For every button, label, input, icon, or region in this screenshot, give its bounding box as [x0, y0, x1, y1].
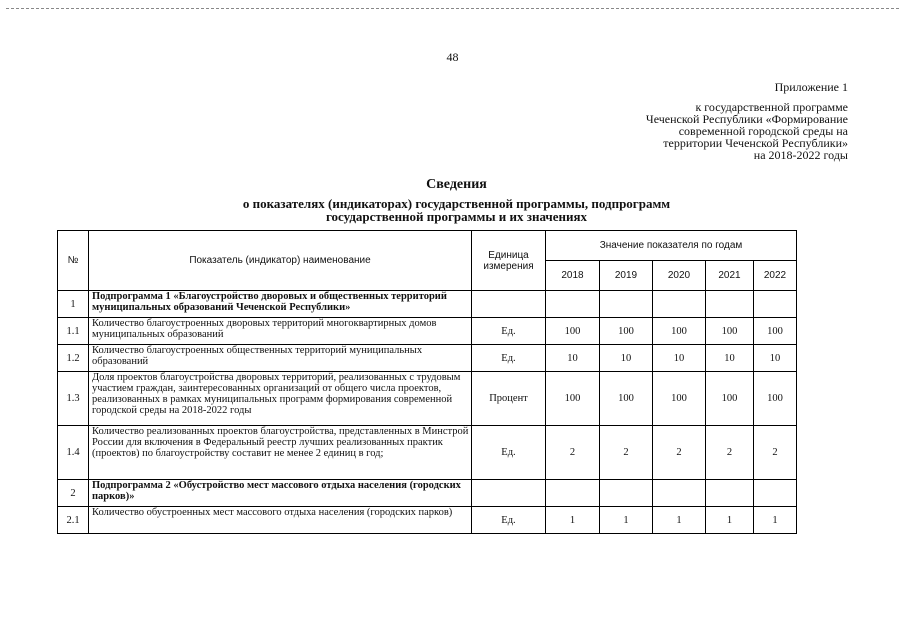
row-indicator: Доля проектов благоустройства дворовых территорий, реализованных с трудовым участием граждан, заинтересованных организаций от общего числа проектов, реализованных в рамках муниципальных программ формирования современной городской среды на 2018-2022 годы — [89, 372, 472, 426]
row-unit: Процент — [472, 372, 546, 426]
indicators-table — [57, 230, 797, 534]
row-value: 100 — [754, 372, 797, 426]
row-indicator: Количество благоустроенных общественных территорий муниципальных образований — [89, 345, 472, 372]
header-unit-line: измерения — [483, 260, 534, 272]
row-value: 1 — [546, 507, 600, 534]
row-value: 2 — [754, 426, 797, 480]
page-number: 48 — [446, 50, 459, 64]
row-value: 1 — [754, 507, 797, 534]
row-value: 2 — [653, 426, 706, 480]
row-value — [546, 291, 600, 318]
row-value: 10 — [706, 345, 754, 372]
row-indicator: Количество реализованных проектов благоустройства, представленных в Минстрой России для включения в Федеральный реестр лучших реализованных практик (проектов) по благоустройству составит не менее 2 единиц в год; — [89, 426, 472, 480]
subtitle-line: о показателях (индикаторах) государственной программы, подпрограмм — [242, 196, 671, 211]
row-value: 2 — [706, 426, 754, 480]
row-value: 10 — [754, 345, 797, 372]
row-unit: Ед. — [472, 426, 546, 480]
table-row — [58, 507, 797, 534]
appendix-line: Чеченской Республики «Формирование — [645, 112, 848, 126]
row-value — [600, 291, 653, 318]
row-value: 100 — [600, 372, 653, 426]
row-indicator: Количество благоустроенных дворовых территорий многоквартирных домов муниципальных образований — [89, 318, 472, 345]
appendix-line: к государственной программе — [695, 100, 848, 114]
row-value: 100 — [706, 318, 754, 345]
row-value: 1 — [706, 507, 754, 534]
header-year: 2021 — [706, 261, 754, 291]
row-value: 10 — [546, 345, 600, 372]
row-indicator: Подпрограмма 1 «Благоустройство дворовых и общественных территорий муниципальных образований Чеченской Республики» — [89, 291, 472, 318]
row-value: 2 — [600, 426, 653, 480]
row-number: 1 — [58, 291, 89, 318]
row-value: 10 — [653, 345, 706, 372]
table-row — [58, 345, 797, 372]
row-number: 1.2 — [58, 345, 89, 372]
row-value: 10 — [600, 345, 653, 372]
row-value — [600, 480, 653, 507]
table-row — [58, 372, 797, 426]
row-unit: Ед. — [472, 507, 546, 534]
header-unit — [472, 231, 546, 291]
row-value: 100 — [653, 318, 706, 345]
appendix-note — [646, 101, 848, 161]
scan-top-edge — [6, 8, 899, 9]
row-indicator: Количество обустроенных мест массового отдыха населения (городских парков) — [89, 507, 472, 534]
table-row — [58, 318, 797, 345]
subtitle-line: государственной программы и их значениях — [325, 209, 588, 224]
row-value: 100 — [600, 318, 653, 345]
row-value — [706, 480, 754, 507]
row-unit: Ед. — [472, 318, 546, 345]
header-year: 2022 — [754, 261, 797, 291]
appendix-title: Приложение 1 — [774, 80, 848, 94]
row-indicator: Подпрограмма 2 «Обустройство мест массового отдыха населения (городских парков)» — [89, 480, 472, 507]
row-value — [706, 291, 754, 318]
row-number: 1.3 — [58, 372, 89, 426]
row-number: 2.1 — [58, 507, 89, 534]
table-row — [58, 480, 797, 507]
row-value: 100 — [546, 372, 600, 426]
row-value: 100 — [653, 372, 706, 426]
row-value: 100 — [546, 318, 600, 345]
header-year: 2020 — [653, 261, 706, 291]
header-year: 2018 — [546, 261, 600, 291]
header-values: Значение показателя по годам — [546, 231, 797, 261]
row-value: 2 — [546, 426, 600, 480]
row-unit — [472, 291, 546, 318]
row-unit: Ед. — [472, 345, 546, 372]
row-value — [546, 480, 600, 507]
row-value: 1 — [653, 507, 706, 534]
table-row — [58, 426, 797, 480]
row-value — [653, 480, 706, 507]
row-value — [754, 480, 797, 507]
row-unit — [472, 480, 546, 507]
row-number: 2 — [58, 480, 89, 507]
table-row — [58, 291, 797, 318]
row-number: 1.4 — [58, 426, 89, 480]
appendix-line: современной городской среды на — [678, 124, 848, 138]
header-indicator: Показатель (индикатор) наименование — [89, 231, 472, 291]
row-number: 1.1 — [58, 318, 89, 345]
document-title: Сведения — [426, 177, 487, 192]
appendix-line: территории Чеченской Республики» — [663, 136, 848, 150]
row-value — [754, 291, 797, 318]
row-value: 100 — [706, 372, 754, 426]
header-year: 2019 — [600, 261, 653, 291]
document-subtitle — [0, 197, 905, 223]
row-value: 100 — [754, 318, 797, 345]
row-value: 1 — [600, 507, 653, 534]
row-value — [653, 291, 706, 318]
appendix-line: на 2018-2022 годы — [753, 148, 848, 162]
header-unit-line: Единица — [488, 249, 529, 261]
header-no: № — [58, 231, 89, 291]
